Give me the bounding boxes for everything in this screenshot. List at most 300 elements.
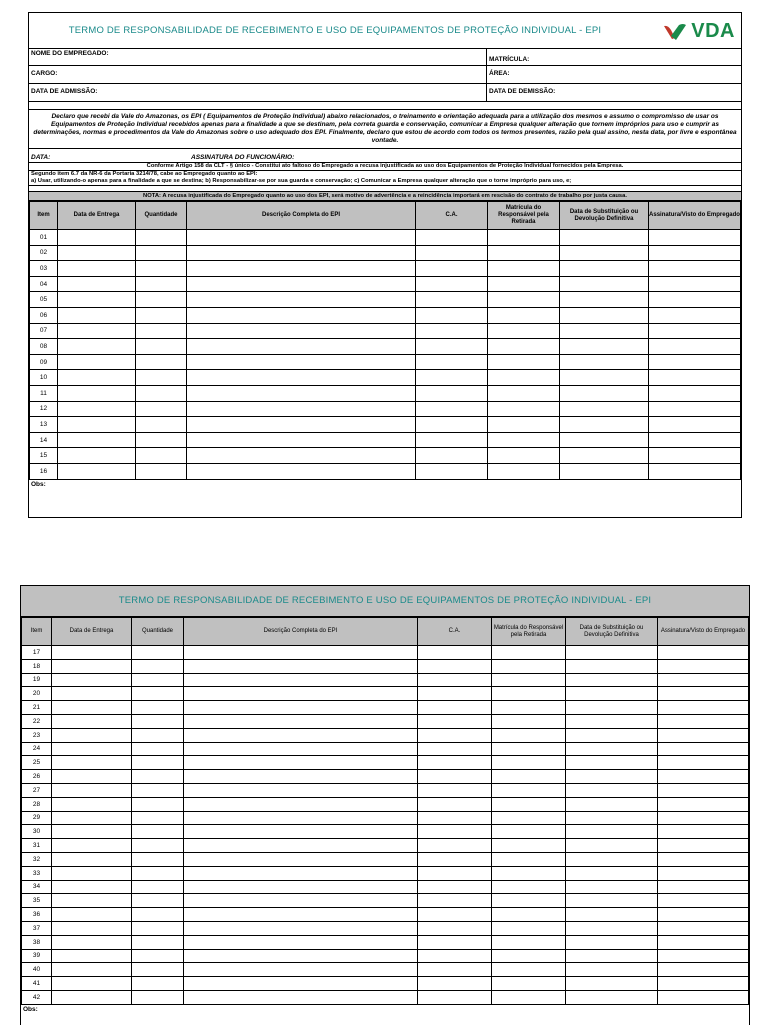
obs-field[interactable]: Obs: [31,480,46,488]
table-cell[interactable] [136,432,187,448]
field-nome[interactable]: NOME DO EMPREGADO: [29,49,487,65]
table-cell[interactable] [416,276,488,292]
table-cell[interactable] [187,245,416,261]
table-cell[interactable] [566,839,658,853]
table-cell[interactable] [560,261,649,277]
table-cell[interactable] [132,990,184,1004]
table-cell[interactable] [184,701,418,715]
table-cell[interactable] [658,756,749,770]
table-cell[interactable] [418,866,492,880]
table-cell[interactable] [566,673,658,687]
table-cell[interactable] [132,935,184,949]
table-cell[interactable] [136,385,187,401]
table-cell[interactable] [488,370,560,386]
table-cell[interactable] [52,935,132,949]
table-cell[interactable] [132,783,184,797]
table-cell[interactable] [492,659,566,673]
table-cell[interactable] [658,921,749,935]
table-cell[interactable] [488,292,560,308]
table-cell[interactable] [132,701,184,715]
table-cell[interactable] [187,417,416,433]
table-cell[interactable] [418,839,492,853]
table-cell[interactable] [187,463,416,479]
table-cell[interactable] [649,230,741,246]
table-cell[interactable] [184,659,418,673]
table-cell[interactable] [187,339,416,355]
table-cell[interactable] [58,463,136,479]
table-cell[interactable] [488,230,560,246]
table-cell[interactable] [658,894,749,908]
table-cell[interactable] [560,230,649,246]
table-cell[interactable] [488,385,560,401]
table-cell[interactable] [184,742,418,756]
table-cell[interactable] [52,894,132,908]
table-cell[interactable] [488,339,560,355]
table-cell[interactable] [560,385,649,401]
table-cell[interactable] [418,825,492,839]
table-cell[interactable] [132,977,184,991]
table-cell[interactable] [184,908,418,922]
table-cell[interactable] [492,852,566,866]
table-cell[interactable] [418,908,492,922]
table-cell[interactable] [132,742,184,756]
table-cell[interactable] [136,323,187,339]
table-cell[interactable] [658,963,749,977]
table-cell[interactable] [132,811,184,825]
table-cell[interactable] [132,839,184,853]
table-cell[interactable] [560,463,649,479]
table-cell[interactable] [566,783,658,797]
table-cell[interactable] [52,866,132,880]
table-cell[interactable] [52,770,132,784]
table-cell[interactable] [58,307,136,323]
table-cell[interactable] [566,949,658,963]
table-cell[interactable] [132,963,184,977]
table-cell[interactable] [132,797,184,811]
table-cell[interactable] [52,990,132,1004]
field-matricula[interactable] [487,49,741,65]
table-cell[interactable] [58,370,136,386]
table-cell[interactable] [58,261,136,277]
table-cell[interactable] [418,935,492,949]
table-cell[interactable] [488,432,560,448]
field-demissao[interactable]: DATA DE DEMISSÃO: [489,88,556,95]
table-cell[interactable] [184,687,418,701]
table-cell[interactable] [418,949,492,963]
table-cell[interactable] [492,770,566,784]
table-cell[interactable] [658,646,749,660]
table-cell[interactable] [58,276,136,292]
table-cell[interactable] [418,742,492,756]
table-cell[interactable] [560,276,649,292]
table-cell[interactable] [488,261,560,277]
table-cell[interactable] [58,245,136,261]
table-cell[interactable] [492,894,566,908]
table-cell[interactable] [566,659,658,673]
table-cell[interactable] [416,370,488,386]
table-cell[interactable] [52,742,132,756]
table-cell[interactable] [418,646,492,660]
table-cell[interactable] [184,963,418,977]
table-cell[interactable] [418,783,492,797]
table-cell[interactable] [58,292,136,308]
table-cell[interactable] [136,370,187,386]
table-cell[interactable] [132,756,184,770]
table-cell[interactable] [566,990,658,1004]
table-cell[interactable] [658,852,749,866]
table-cell[interactable] [488,323,560,339]
table-cell[interactable] [492,728,566,742]
table-cell[interactable] [488,448,560,464]
table-cell[interactable] [658,811,749,825]
table-cell[interactable] [52,673,132,687]
table-cell[interactable] [649,432,741,448]
table-cell[interactable] [58,339,136,355]
table-cell[interactable] [492,701,566,715]
table-cell[interactable] [560,323,649,339]
table-cell[interactable] [184,852,418,866]
table-cell[interactable] [418,811,492,825]
table-cell[interactable] [184,783,418,797]
table-cell[interactable] [649,354,741,370]
table-cell[interactable] [52,811,132,825]
table-cell[interactable] [566,963,658,977]
table-cell[interactable] [187,448,416,464]
table-cell[interactable] [184,825,418,839]
table-cell[interactable] [649,385,741,401]
table-cell[interactable] [416,385,488,401]
table-cell[interactable] [658,701,749,715]
table-cell[interactable] [187,323,416,339]
table-cell[interactable] [418,797,492,811]
table-cell[interactable] [566,714,658,728]
table-cell[interactable] [566,742,658,756]
table-cell[interactable] [658,935,749,949]
table-cell[interactable] [488,401,560,417]
table-cell[interactable] [566,908,658,922]
field-data[interactable]: DATA: [31,154,51,161]
table-cell[interactable] [566,701,658,715]
table-cell[interactable] [566,977,658,991]
table-cell[interactable] [492,673,566,687]
table-cell[interactable] [184,977,418,991]
table-cell[interactable] [136,276,187,292]
table-cell[interactable] [492,756,566,770]
table-cell[interactable] [492,990,566,1004]
table-cell[interactable] [184,990,418,1004]
table-cell[interactable] [658,990,749,1004]
table-cell[interactable] [492,880,566,894]
table-cell[interactable] [187,276,416,292]
table-cell[interactable] [418,728,492,742]
table-cell[interactable] [418,687,492,701]
table-cell[interactable] [136,292,187,308]
table-cell[interactable] [416,448,488,464]
table-cell[interactable] [416,417,488,433]
table-cell[interactable] [492,742,566,756]
table-cell[interactable] [492,646,566,660]
table-cell[interactable] [418,977,492,991]
table-cell[interactable] [492,825,566,839]
table-cell[interactable] [132,949,184,963]
table-cell[interactable] [649,245,741,261]
table-cell[interactable] [132,866,184,880]
table-cell[interactable] [658,673,749,687]
table-cell[interactable] [649,339,741,355]
table-cell[interactable] [649,401,741,417]
table-cell[interactable] [488,307,560,323]
table-cell[interactable] [136,307,187,323]
table-cell[interactable] [58,323,136,339]
table-cell[interactable] [560,448,649,464]
table-cell[interactable] [560,307,649,323]
table-cell[interactable] [52,728,132,742]
table-cell[interactable] [658,977,749,991]
table-cell[interactable] [566,880,658,894]
table-cell[interactable] [132,908,184,922]
field-admissao[interactable]: DATA DE ADMISSÃO: [29,84,487,101]
table-cell[interactable] [184,894,418,908]
table-cell[interactable] [52,825,132,839]
table-cell[interactable] [184,839,418,853]
table-cell[interactable] [649,276,741,292]
table-cell[interactable] [560,370,649,386]
table-cell[interactable] [488,354,560,370]
table-cell[interactable] [132,852,184,866]
table-cell[interactable] [184,646,418,660]
table-cell[interactable] [418,852,492,866]
table-cell[interactable] [492,839,566,853]
table-cell[interactable] [492,921,566,935]
table-cell[interactable] [649,417,741,433]
obs-field-2[interactable]: Obs: [23,1005,38,1013]
table-cell[interactable] [52,839,132,853]
table-cell[interactable] [58,417,136,433]
table-cell[interactable] [416,432,488,448]
table-cell[interactable] [658,825,749,839]
table-cell[interactable] [566,756,658,770]
table-cell[interactable] [184,921,418,935]
table-cell[interactable] [492,783,566,797]
table-cell[interactable] [492,797,566,811]
table-cell[interactable] [184,756,418,770]
table-cell[interactable] [184,714,418,728]
table-cell[interactable] [488,463,560,479]
table-cell[interactable] [658,770,749,784]
table-cell[interactable] [136,339,187,355]
table-cell[interactable] [416,292,488,308]
table-cell[interactable] [560,401,649,417]
table-cell[interactable] [58,385,136,401]
table-cell[interactable] [52,659,132,673]
table-cell[interactable] [566,770,658,784]
table-cell[interactable] [184,797,418,811]
table-cell[interactable] [52,797,132,811]
table-cell[interactable] [132,825,184,839]
table-cell[interactable] [649,292,741,308]
table-cell[interactable] [184,673,418,687]
table-cell[interactable] [492,908,566,922]
table-cell[interactable] [649,307,741,323]
table-cell[interactable] [52,783,132,797]
table-cell[interactable] [52,756,132,770]
table-cell[interactable] [488,417,560,433]
table-cell[interactable] [136,463,187,479]
table-cell[interactable] [187,261,416,277]
table-cell[interactable] [136,354,187,370]
table-cell[interactable] [488,276,560,292]
table-cell[interactable] [658,839,749,853]
table-cell[interactable] [560,245,649,261]
table-cell[interactable] [658,687,749,701]
table-cell[interactable] [187,354,416,370]
table-cell[interactable] [658,728,749,742]
table-cell[interactable] [658,742,749,756]
field-cargo[interactable]: CARGO: [29,66,487,83]
table-cell[interactable] [560,432,649,448]
table-cell[interactable] [566,646,658,660]
table-cell[interactable] [560,354,649,370]
table-cell[interactable] [184,770,418,784]
table-cell[interactable] [187,230,416,246]
table-cell[interactable] [187,370,416,386]
table-cell[interactable] [52,714,132,728]
table-cell[interactable] [492,866,566,880]
table-cell[interactable] [492,935,566,949]
table-cell[interactable] [187,385,416,401]
table-cell[interactable] [52,701,132,715]
table-cell[interactable] [566,921,658,935]
table-cell[interactable] [52,852,132,866]
table-cell[interactable] [184,949,418,963]
table-cell[interactable] [52,908,132,922]
table-cell[interactable] [418,894,492,908]
table-cell[interactable] [566,894,658,908]
table-cell[interactable] [187,432,416,448]
table-cell[interactable] [418,714,492,728]
table-cell[interactable] [658,949,749,963]
table-cell[interactable] [488,245,560,261]
table-cell[interactable] [649,370,741,386]
table-cell[interactable] [649,448,741,464]
table-cell[interactable] [560,292,649,308]
table-cell[interactable] [649,323,741,339]
table-cell[interactable] [492,714,566,728]
table-cell[interactable] [566,825,658,839]
table-cell[interactable] [52,646,132,660]
table-cell[interactable] [136,245,187,261]
table-cell[interactable] [187,292,416,308]
table-cell[interactable] [560,417,649,433]
table-cell[interactable] [58,401,136,417]
table-cell[interactable] [132,728,184,742]
table-cell[interactable] [658,908,749,922]
table-cell[interactable] [649,261,741,277]
table-cell[interactable] [418,659,492,673]
table-cell[interactable] [566,935,658,949]
table-cell[interactable] [566,866,658,880]
table-cell[interactable] [184,880,418,894]
table-cell[interactable] [566,728,658,742]
table-cell[interactable] [418,756,492,770]
table-cell[interactable] [416,261,488,277]
table-cell[interactable] [132,770,184,784]
table-cell[interactable] [416,230,488,246]
table-cell[interactable] [416,463,488,479]
table-cell[interactable] [658,659,749,673]
table-cell[interactable] [492,977,566,991]
table-cell[interactable] [418,880,492,894]
table-cell[interactable] [560,339,649,355]
table-cell[interactable] [416,307,488,323]
table-cell[interactable] [132,714,184,728]
table-cell[interactable] [132,894,184,908]
table-cell[interactable] [132,687,184,701]
table-cell[interactable] [58,230,136,246]
table-cell[interactable] [658,783,749,797]
table-cell[interactable] [492,687,566,701]
table-cell[interactable] [136,417,187,433]
table-cell[interactable] [132,673,184,687]
table-cell[interactable] [58,354,136,370]
table-cell[interactable] [418,673,492,687]
table-cell[interactable] [566,687,658,701]
table-cell[interactable] [132,921,184,935]
table-cell[interactable] [418,701,492,715]
table-cell[interactable] [492,949,566,963]
table-cell[interactable] [184,728,418,742]
field-assinatura[interactable]: ASSINATURA DO FUNCIONÁRIO: [191,154,295,161]
table-cell[interactable] [136,401,187,417]
table-cell[interactable] [416,354,488,370]
table-cell[interactable] [416,245,488,261]
table-cell[interactable] [132,659,184,673]
table-cell[interactable] [492,963,566,977]
table-cell[interactable] [492,811,566,825]
table-cell[interactable] [184,935,418,949]
table-cell[interactable] [416,323,488,339]
table-cell[interactable] [416,401,488,417]
table-cell[interactable] [52,963,132,977]
table-cell[interactable] [52,977,132,991]
field-area[interactable]: ÁREA: [489,70,510,77]
table-cell[interactable] [52,949,132,963]
table-cell[interactable] [187,307,416,323]
table-cell[interactable] [418,921,492,935]
table-cell[interactable] [132,646,184,660]
table-cell[interactable] [184,811,418,825]
table-cell[interactable] [58,448,136,464]
table-cell[interactable] [52,880,132,894]
table-cell[interactable] [136,261,187,277]
table-cell[interactable] [136,230,187,246]
table-cell[interactable] [132,880,184,894]
table-cell[interactable] [136,448,187,464]
table-cell[interactable] [658,714,749,728]
table-cell[interactable] [52,687,132,701]
table-cell[interactable] [658,797,749,811]
table-cell[interactable] [418,963,492,977]
table-cell[interactable] [187,401,416,417]
table-cell[interactable] [658,880,749,894]
table-cell[interactable] [418,990,492,1004]
table-cell[interactable] [52,921,132,935]
table-cell[interactable] [418,770,492,784]
table-cell[interactable] [416,339,488,355]
table-cell[interactable] [658,866,749,880]
table-cell[interactable] [566,811,658,825]
table-cell[interactable] [649,463,741,479]
